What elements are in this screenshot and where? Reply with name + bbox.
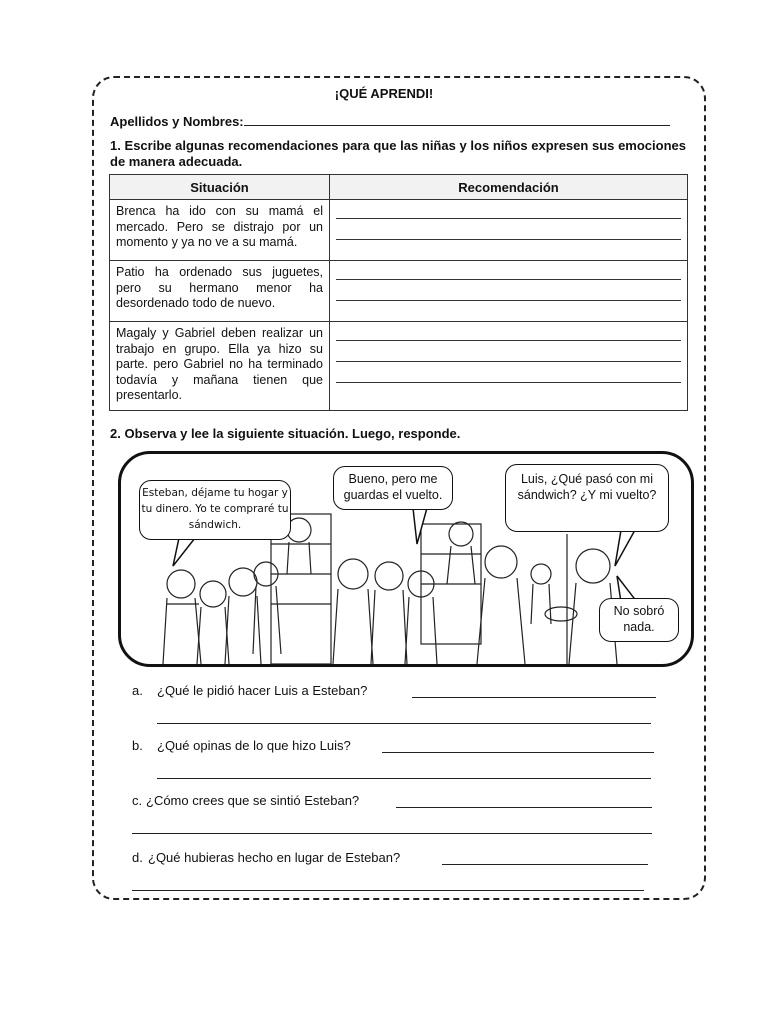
table-row — [110, 200, 688, 261]
recommendation-cell[interactable] — [330, 200, 688, 261]
speech-bubble-esteban: Esteban, déjame tu hogar y tu dinero. Yo te compraré tu sándwich. — [139, 480, 291, 540]
table-row — [110, 261, 688, 322]
answer-line[interactable] — [336, 326, 681, 341]
bubble-tail — [173, 538, 195, 566]
question-marker: d. — [132, 850, 143, 865]
bubble-tail — [615, 530, 635, 566]
answer-line[interactable] — [132, 821, 652, 834]
answer-line[interactable] — [442, 852, 648, 865]
bubble-tail — [413, 508, 427, 544]
answer-line[interactable] — [132, 878, 644, 891]
table-header-row — [110, 175, 688, 200]
name-answer-line[interactable] — [244, 113, 670, 126]
table-row — [110, 322, 688, 411]
speech-bubble-luis: Luis, ¿Qué pasó con mi sándwich? ¿Y mi vuelto? — [505, 464, 669, 532]
comic-scene — [118, 451, 694, 667]
header-situation: Situación — [110, 175, 330, 200]
question-text: ¿Qué le pidió hacer Luis a Esteban? — [157, 683, 368, 698]
answer-line[interactable] — [336, 368, 681, 383]
answer-line[interactable] — [336, 347, 681, 362]
header-recommendation: Recomendación — [330, 175, 688, 200]
question-text: ¿Cómo crees que se sintió Esteban? — [146, 793, 360, 808]
question-marker: c. — [132, 793, 143, 808]
speech-bubble-bueno: Bueno, pero me guardas el vuelto. — [333, 466, 453, 510]
name-label: Apellidos y Nombres: — [110, 114, 244, 129]
question-text: ¿Qué opinas de lo que hizo Luis? — [157, 738, 351, 753]
question-marker: b. — [132, 738, 143, 753]
situation-cell: Brenca ha ido con su mamá el mercado. Pero se distrajo por un momento y ya no ve a su mamá. — [110, 200, 330, 261]
answer-line[interactable] — [157, 766, 651, 779]
answer-line[interactable] — [157, 711, 651, 724]
answer-line[interactable] — [336, 286, 681, 301]
question-1: 1. Escribe algunas recomendaciones para que las niñas y los niños expresen sus emociones de manera adecuada. — [110, 138, 686, 169]
answer-line[interactable] — [382, 740, 654, 753]
recommendation-cell[interactable] — [330, 322, 688, 411]
worksheet-title: ¡QUÉ APRENDI! — [334, 86, 434, 101]
answer-line[interactable] — [412, 685, 656, 698]
speech-bubble-no-sobro: No sobró nada. — [599, 598, 679, 642]
situation-cell: Magaly y Gabriel deben realizar un trabajo en grupo. Ella ya hizo su parte. pero Gabriel no ha terminado todavía y mañana tienen que presentarlo. — [110, 322, 330, 411]
recommendation-cell[interactable] — [330, 261, 688, 322]
question-2: 2. Observa y lee la siguiente situación. Luego, responde. — [110, 426, 461, 441]
answer-line[interactable] — [396, 795, 652, 808]
answer-line[interactable] — [336, 204, 681, 219]
recommendation-table — [109, 174, 688, 411]
name-field[interactable] — [110, 113, 670, 129]
answer-line[interactable] — [336, 225, 681, 240]
answer-line[interactable] — [336, 265, 681, 280]
situation-cell: Patio ha ordenado sus juguetes, pero su hermano menor ha desordenado todo de nuevo. — [110, 261, 330, 322]
lunchbox-drawing — [545, 607, 577, 621]
question-marker: a. — [132, 683, 143, 698]
question-text: ¿Qué hubieras hecho en lugar de Esteban? — [148, 850, 401, 865]
